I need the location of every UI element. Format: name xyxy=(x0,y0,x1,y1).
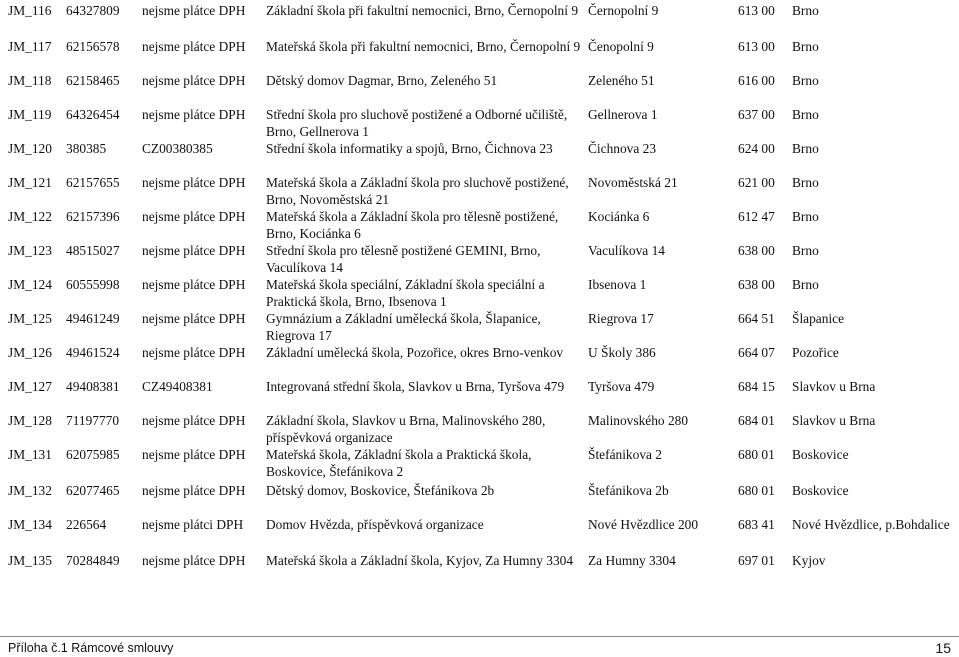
cell-city: Boskovice xyxy=(792,447,849,462)
cell-dph: nejsme plátce DPH xyxy=(142,345,246,360)
cell-street: Gellnerova 1 xyxy=(588,107,658,122)
cell-code: JM_123 xyxy=(8,243,52,258)
cell-psc: 684 15 xyxy=(738,379,775,394)
cell-city: Brno xyxy=(792,3,819,18)
cell-code: JM_125 xyxy=(8,311,52,326)
cell-city: Brno xyxy=(792,141,819,156)
cell-name: Základní umělecká škola, Pozořice, okres Brno-venkov xyxy=(266,345,564,360)
table-row xyxy=(0,378,959,412)
cell-street: Čichnova 23 xyxy=(588,141,657,156)
cell-dph: nejsme plátce DPH xyxy=(142,175,246,190)
page-footer xyxy=(0,636,959,656)
cell-street: Čenopolní 9 xyxy=(588,39,654,54)
cell-name: Základní škola, Slavkov u Brna, Malinovského 280, příspěvková organizace xyxy=(266,413,546,445)
table-row xyxy=(0,72,959,106)
cell-code: JM_135 xyxy=(8,553,52,568)
cell-city: Kyjov xyxy=(792,553,826,568)
cell-code: JM_121 xyxy=(8,175,52,190)
cell-ico: 62075985 xyxy=(66,447,120,462)
cell-code: JM_118 xyxy=(8,73,52,88)
table-row xyxy=(0,344,959,378)
cell-dph: nejsme plátce DPH xyxy=(142,73,246,88)
cell-street: Za Humny 3304 xyxy=(588,553,676,568)
cell-dph: nejsme plátci DPH xyxy=(142,517,244,532)
cell-code: JM_117 xyxy=(8,39,52,54)
cell-dph: nejsme plátce DPH xyxy=(142,209,246,224)
cell-dph: nejsme plátce DPH xyxy=(142,311,246,326)
cell-city: Brno xyxy=(792,243,819,258)
cell-psc: 684 01 xyxy=(738,413,775,428)
table-row xyxy=(0,106,959,140)
cell-ico: 49461524 xyxy=(66,345,120,360)
cell-street: U Školy 386 xyxy=(588,345,656,360)
cell-name: Střední škola pro sluchově postižené a Odborné učiliště, Brno, Gellnerova 1 xyxy=(266,107,568,139)
cell-dph: nejsme plátce DPH xyxy=(142,277,246,292)
cell-name: Dětský domov, Boskovice, Štefánikova 2b xyxy=(266,483,495,498)
cell-code: JM_122 xyxy=(8,209,52,224)
cell-ico: 60555998 xyxy=(66,277,120,292)
cell-city: Slavkov u Brna xyxy=(792,413,876,428)
cell-name: Mateřská škola a Základní škola pro tělesně postižené, Brno, Kociánka 6 xyxy=(266,209,559,241)
cell-name: Dětský domov Dagmar, Brno, Zeleného 51 xyxy=(266,73,498,88)
cell-dph: nejsme plátce DPH xyxy=(142,447,246,462)
footer-rule xyxy=(0,636,959,637)
cell-psc: 621 00 xyxy=(738,175,775,190)
cell-city: Slavkov u Brna xyxy=(792,379,876,394)
cell-name: Integrovaná střední škola, Slavkov u Brna, Tyršova 479 xyxy=(266,379,565,394)
page-number: 15 xyxy=(935,640,951,656)
cell-street: Kociánka 6 xyxy=(588,209,650,224)
cell-name: Mateřská škola a Základní škola pro sluchově postižené, Brno, Novoměstská 21 xyxy=(266,175,569,207)
cell-city: Brno xyxy=(792,39,819,54)
cell-psc: 683 41 xyxy=(738,517,775,532)
cell-street: Zeleného 51 xyxy=(588,73,655,88)
cell-name: Mateřská škola při fakultní nemocnici, Brno, Černopolní 9 xyxy=(266,39,581,54)
cell-street: Ibsenova 1 xyxy=(588,277,647,292)
cell-ico: 64326454 xyxy=(66,107,120,122)
cell-city: Pozořice xyxy=(792,345,839,360)
cell-dph: nejsme plátce DPH xyxy=(142,243,246,258)
cell-code: JM_124 xyxy=(8,277,52,292)
cell-code: JM_126 xyxy=(8,345,52,360)
cell-dph: CZ00380385 xyxy=(142,141,213,156)
cell-name: Mateřská škola a Základní škola, Kyjov, Za Humny 3304 xyxy=(266,553,574,568)
cell-dph: nejsme plátce DPH xyxy=(142,483,246,498)
cell-name: Základní škola při fakultní nemocnici, Brno, Černopolní 9 xyxy=(266,3,579,18)
cell-street: Malinovského 280 xyxy=(588,413,689,428)
table-row xyxy=(0,310,959,344)
cell-dph: nejsme plátce DPH xyxy=(142,39,246,54)
cell-street: Štefánikova 2b xyxy=(588,483,669,498)
table-row xyxy=(0,276,959,310)
cell-code: JM_119 xyxy=(8,107,52,122)
table-row xyxy=(0,2,959,36)
cell-name: Mateřská škola speciální, Základní škola speciální a Praktická škola, Brno, Ibsenova 1 xyxy=(266,277,545,309)
table-row xyxy=(0,516,959,550)
cell-psc: 616 00 xyxy=(738,73,775,88)
table-row xyxy=(0,482,959,516)
table-row xyxy=(0,38,959,72)
cell-code: JM_127 xyxy=(8,379,52,394)
footer-text: Příloha č.1 Rámcové smlouvy xyxy=(8,641,174,655)
cell-code: JM_116 xyxy=(8,3,52,18)
cell-ico: 70284849 xyxy=(66,553,120,568)
cell-dph: nejsme plátce DPH xyxy=(142,3,246,18)
cell-psc: 613 00 xyxy=(738,3,775,18)
cell-psc: 612 47 xyxy=(738,209,775,224)
cell-ico: 62077465 xyxy=(66,483,120,498)
cell-name: Střední škola informatiky a spojů, Brno, Čichnova 23 xyxy=(266,141,553,156)
cell-dph: nejsme plátce DPH xyxy=(142,107,246,122)
cell-code: JM_128 xyxy=(8,413,52,428)
cell-street: Vaculíkova 14 xyxy=(588,243,665,258)
cell-city: Šlapanice xyxy=(792,311,845,326)
cell-city: Brno xyxy=(792,107,819,122)
cell-code: JM_131 xyxy=(8,447,52,462)
cell-ico: 64327809 xyxy=(66,3,120,18)
cell-name: Mateřská škola, Základní škola a Praktická škola, Boskovice, Štefánikova 2 xyxy=(266,447,532,479)
cell-ico: 62157655 xyxy=(66,175,120,190)
cell-ico: 71197770 xyxy=(66,413,120,428)
table-row xyxy=(0,242,959,276)
cell-ico: 62158465 xyxy=(66,73,120,88)
cell-psc: 613 00 xyxy=(738,39,775,54)
cell-ico: 62157396 xyxy=(66,209,120,224)
cell-code: JM_132 xyxy=(8,483,52,498)
cell-city: Boskovice xyxy=(792,483,849,498)
cell-ico: 48515027 xyxy=(66,243,120,258)
cell-street: Štefánikova 2 xyxy=(588,447,663,462)
cell-ico: 49461249 xyxy=(66,311,120,326)
cell-name: Střední škola pro tělesně postižené GEMINI, Brno, Vaculíkova 14 xyxy=(266,243,541,275)
cell-street: Nové Hvězdlice 200 xyxy=(588,517,699,532)
cell-street: Riegrova 17 xyxy=(588,311,654,326)
cell-street: Novoměstská 21 xyxy=(588,175,678,190)
cell-city: Brno xyxy=(792,277,819,292)
table-row xyxy=(0,174,959,208)
table-row xyxy=(0,140,959,174)
cell-psc: 664 51 xyxy=(738,311,775,326)
cell-dph: nejsme plátce DPH xyxy=(142,413,246,428)
cell-city: Nové Hvězdlice, p.Bohdalice xyxy=(792,517,950,532)
cell-city: Brno xyxy=(792,209,819,224)
cell-street: Tyršova 479 xyxy=(588,379,655,394)
cell-name: Domov Hvězda, příspěvková organizace xyxy=(266,517,484,532)
cell-ico: 62156578 xyxy=(66,39,120,54)
cell-psc: 638 00 xyxy=(738,243,775,258)
cell-ico: 226564 xyxy=(66,517,107,532)
cell-psc: 637 00 xyxy=(738,107,775,122)
cell-city: Brno xyxy=(792,175,819,190)
cell-street: Černopolní 9 xyxy=(588,3,659,18)
cell-city: Brno xyxy=(792,73,819,88)
cell-psc: 638 00 xyxy=(738,277,775,292)
cell-psc: 624 00 xyxy=(738,141,775,156)
cell-psc: 680 01 xyxy=(738,447,775,462)
table-row xyxy=(0,208,959,242)
cell-ico: 49408381 xyxy=(66,379,120,394)
table-row xyxy=(0,446,959,480)
table-row xyxy=(0,412,959,446)
cell-dph: nejsme plátce DPH xyxy=(142,553,246,568)
cell-name: Gymnázium a Základní umělecká škola, Šlapanice, Riegrova 17 xyxy=(266,311,541,343)
cell-ico: 380385 xyxy=(66,141,107,156)
cell-psc: 664 07 xyxy=(738,345,775,360)
cell-code: JM_120 xyxy=(8,141,52,156)
cell-psc: 680 01 xyxy=(738,483,775,498)
cell-psc: 697 01 xyxy=(738,553,775,568)
table-row xyxy=(0,552,959,586)
cell-dph: CZ49408381 xyxy=(142,379,213,394)
cell-code: JM_134 xyxy=(8,517,52,532)
